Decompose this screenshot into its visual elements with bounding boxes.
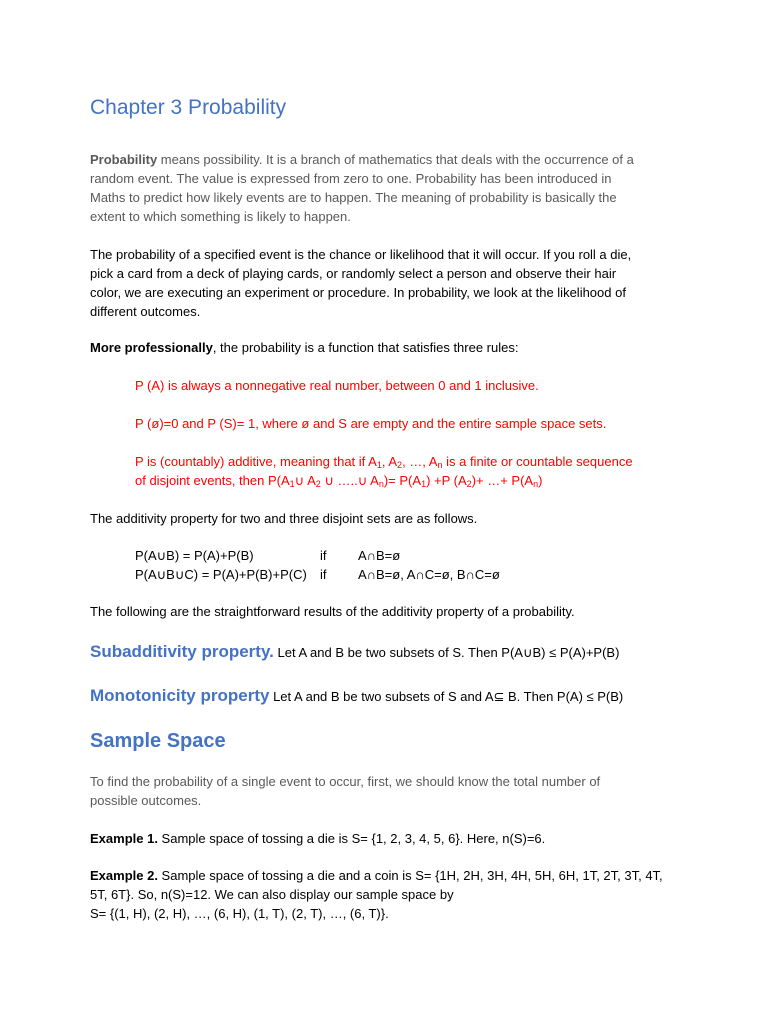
rule-1: P (A) is always a nonnegative real number, between 0 and 1 inclusive. — [135, 378, 539, 393]
experiment-paragraph — [90, 245, 631, 321]
example-2-line-1: Sample space of tossing a die and a coin is S= {1H, 2H, 3H, 4H, 5H, 6H, 1T, 2T, 3T, 4T, — [157, 868, 663, 883]
para2-line-4: different outcomes. — [90, 304, 201, 319]
example-1-text: Sample space of tossing a die is S= {1, 2, 3, 4, 5, 6}. Here, n(S)=6. — [157, 831, 546, 846]
subscript: 1 — [289, 479, 295, 489]
example-2 — [90, 866, 663, 923]
sample-intro-line-1: To find the probability of a single event to occur, first, we should know the total number of — [90, 774, 601, 789]
chapter-title: Chapter 3 Probability — [90, 96, 287, 119]
rules-intro-paragraph — [90, 338, 518, 357]
example-2-line-3: S= {(1, H), (2, H), …, (6, H), (1, T), (2, T), …, (6, T)}. — [90, 906, 389, 921]
formula-if: if — [320, 567, 327, 582]
rule-3-text: ∪ …..∪ A — [320, 473, 379, 488]
rule-3 — [135, 452, 633, 490]
intro-bold-term: Probability — [90, 152, 158, 167]
monotonicity-heading: Monotonicity property — [90, 686, 270, 705]
sample-space-title: Sample Space — [90, 730, 226, 752]
intro-line-4: extent to which something is likely to happen. — [90, 209, 351, 224]
formula-condition: A∩B=ø — [358, 548, 401, 563]
subscript: 2 — [397, 460, 403, 470]
rule-3-text: , …, A — [402, 454, 438, 469]
subadditivity-paragraph — [90, 642, 619, 662]
rule-3-text: ∪ A — [294, 473, 316, 488]
rule-3-text: , A — [381, 454, 398, 469]
formula: P(A∪B∪C) = P(A)+P(B)+P(C) — [135, 567, 307, 582]
rule-3-text: ) +P (A — [426, 473, 467, 488]
formula-condition: A∩B=ø, A∩C=ø, B∩C=ø — [358, 567, 500, 582]
subscript: n — [378, 479, 384, 489]
para2-line-2: pick a card from a deck of playing cards, or randomly select a person and observe their hair — [90, 266, 617, 281]
example-1 — [90, 829, 545, 848]
subscript: 1 — [421, 479, 427, 489]
intro-line-3: Maths to predict how likely events are to happen. The meaning of probability is basically the — [90, 190, 617, 205]
subscript: 2 — [466, 479, 472, 489]
intro-line-2: random event. The value is expressed from zero to one. Probability has been introduced in — [90, 171, 612, 186]
formula: P(A∪B) = P(A)+P(B) — [135, 548, 254, 563]
additivity-intro: The additivity property for two and three disjoint sets are as follows. — [90, 511, 478, 526]
sample-intro-paragraph — [90, 772, 600, 810]
rule-3-text: )+ …+ P(A — [471, 473, 534, 488]
rule-3-text: of disjoint events, then P(A — [135, 473, 290, 488]
example-2-line-2: 5T, 6T}. So, n(S)=12. We can also display our sample space by — [90, 887, 454, 902]
example-1-label: Example 1. — [90, 831, 158, 846]
rule-3-text: ) — [538, 473, 543, 488]
subscript: 2 — [315, 479, 321, 489]
subadditivity-text: Let A and B be two subsets of S. Then P(A∪B) ≤ P(A)+P(B) — [273, 645, 620, 660]
rule-3-text: )= P(A — [383, 473, 422, 488]
subscript: n — [437, 460, 443, 470]
rule-3-text: P is (countably) additive, meaning that if A — [135, 454, 377, 469]
formula-if: if — [320, 548, 327, 563]
para2-line-1: The probability of a specified event is the chance or likelihood that it will occur. If you roll a die, — [90, 247, 632, 262]
intro-paragraph — [90, 150, 634, 226]
example-2-label: Example 2. — [90, 868, 158, 883]
monotonicity-paragraph — [90, 686, 623, 706]
straightforward-paragraph: The following are the straightforward results of the additivity property of a probability. — [90, 604, 575, 619]
subadditivity-heading: Subadditivity property. — [90, 642, 274, 661]
subscript: 1 — [376, 460, 382, 470]
rules-intro-text: , the probability is a function that satisfies three rules: — [212, 340, 519, 355]
professionally-bold: More professionally — [90, 340, 213, 355]
rule-2: P (ø)=0 and P (S)= 1, where ø and S are empty and the entire sample space sets. — [135, 416, 607, 431]
subscript: n — [533, 479, 539, 489]
monotonicity-text: Let A and B be two subsets of S and A⊆ B. Then P(A) ≤ P(B) — [269, 689, 624, 704]
para2-line-3: color, we are executing an experiment or procedure. In probability, we look at the likelihood of — [90, 285, 626, 300]
sample-intro-line-2: possible outcomes. — [90, 793, 202, 808]
intro-line-1: means possibility. It is a branch of mathematics that deals with the occurrence of a — [157, 152, 634, 167]
rule-3-text: is a finite or countable sequence — [442, 454, 633, 469]
